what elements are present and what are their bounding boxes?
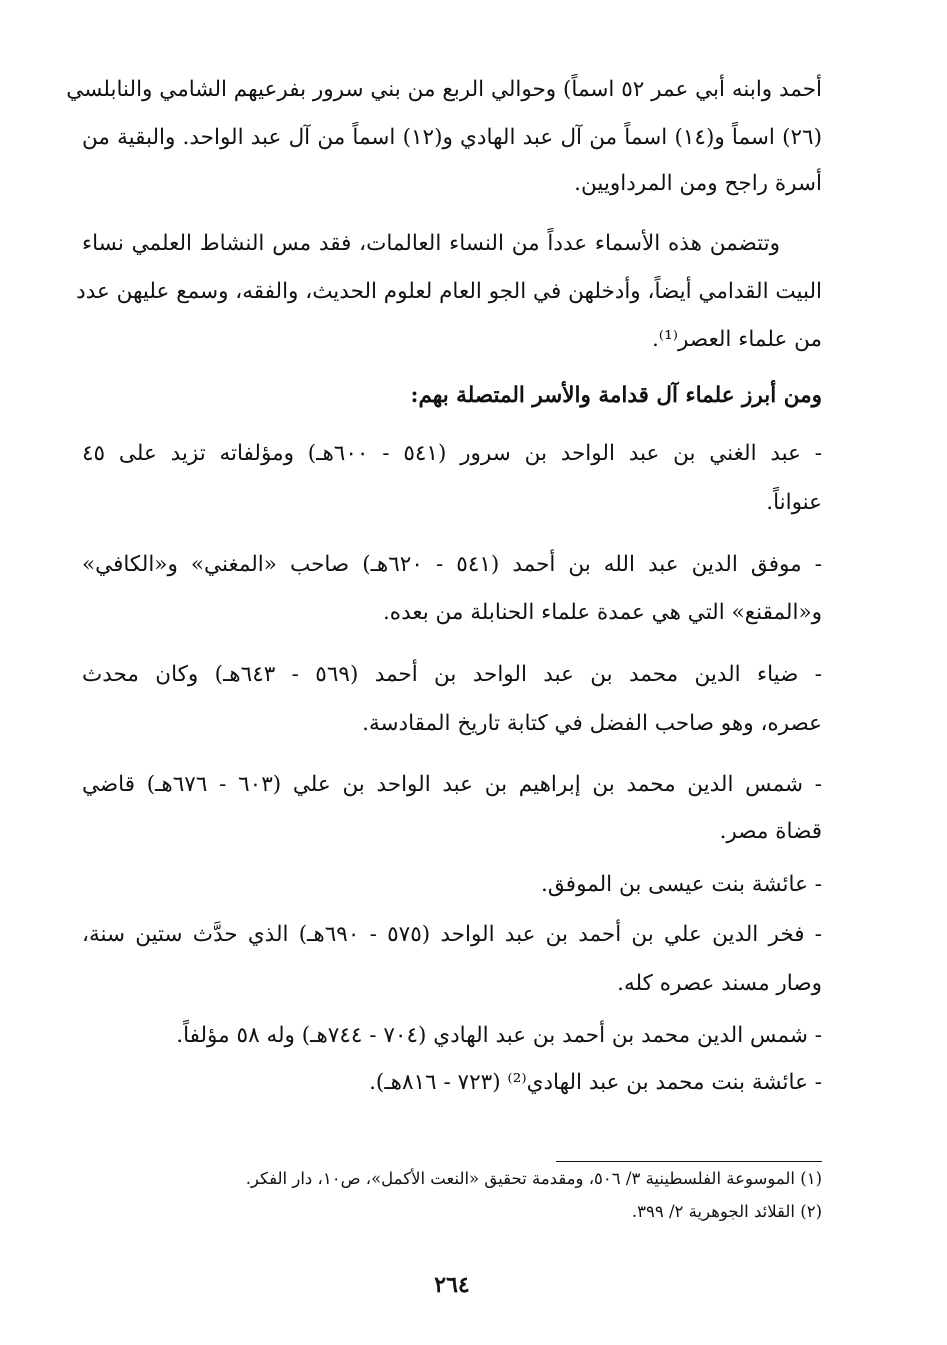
footnote: (١) الموسوعة الفلسطينية ٣/ ٥٠٦، ومقدمة تحقيق «النعت الأكمل»، ص١٠، دار الفكر. xyxy=(245,1169,822,1188)
list-item-continuation: و«المقنع» التي هي عمدة علماء الحنابلة من بعده. xyxy=(382,600,822,625)
list-item-continuation: عنواناً. xyxy=(766,490,822,515)
list-item: - فخر الدين علي بن أحمد بن عبد الواحد (٥٧٥ - ٦٩٠هـ) الذي حدَّث ستين سنة، xyxy=(82,922,823,947)
list-item-continuation: عصره، وهو صاحب الفضل في كتابة تاريخ المقادسة. xyxy=(362,711,822,736)
body-line: وتتضمن هذه الأسماء عدداً من النساء العالمات، فقد مس النشاط العلمي نساء xyxy=(82,231,780,256)
list-item: - شمس الدين محمد بن إبراهيم بن عبد الواحد بن علي (٦٠٣ - ٦٧٦هـ) قاضي xyxy=(82,772,822,797)
list-item-continuation: قضاة مصر. xyxy=(719,819,822,844)
list-item: - شمس الدين محمد بن أحمد بن عبد الهادي (٧٠٤ - ٧٤٤هـ) وله ٥٨ مؤلفاً. xyxy=(176,1023,822,1048)
footnote-separator xyxy=(556,1161,822,1162)
body-line: البيت القدامي أيضاً، وأدخلهن في الجو العام لعلوم الحديث، والفقه، وسمع عليهن عدد xyxy=(76,279,822,304)
page-number: ٢٦٤ xyxy=(434,1272,470,1298)
section-heading: ومن أبرز علماء آل قدامة والأسر المتصلة بهم: xyxy=(410,383,822,408)
list-item-continuation: وصار مسند عصره كله. xyxy=(617,971,822,996)
body-line: أسرة راجح ومن المرداويين. xyxy=(574,171,822,196)
book-page xyxy=(66,62,823,1322)
list-item: - عائشة بنت محمد بن عبد الهادي⁽²⁾ (٧٢٣ - ٨١٦هـ). xyxy=(369,1070,822,1095)
list-item: - ضياء الدين محمد بن عبد الواحد بن أحمد (٥٦٩ - ٦٤٣هـ) وكان محدث xyxy=(82,662,823,687)
body-line: (٢٦) اسماً و(١٤) اسماً من آل عبد الهادي و(١٢) اسماً من آل عبد الواحد. والبقية من xyxy=(82,125,822,150)
body-line: من علماء العصر⁽¹⁾. xyxy=(651,327,822,352)
list-item: - عائشة بنت عيسى بن الموفق. xyxy=(541,872,822,897)
body-line: أحمد وابنه أبي عمر ٥٢ اسماً) وحوالي الربع من بني سرور بفرعيهم الشامي والنابلسي xyxy=(66,77,822,102)
list-item: - موفق الدين عبد الله بن أحمد (٥٤١ - ٦٢٠هـ) صاحب «المغني» و«الكافي» xyxy=(82,552,822,577)
footnote: (٢) القلائد الجوهرية ٢/ ٣٩٩. xyxy=(631,1202,822,1221)
list-item: - عبد الغني بن عبد الواحد بن سرور (٥٤١ - ٦٠٠هـ) ومؤلفاته تزيد على ٤٥ xyxy=(82,441,823,466)
